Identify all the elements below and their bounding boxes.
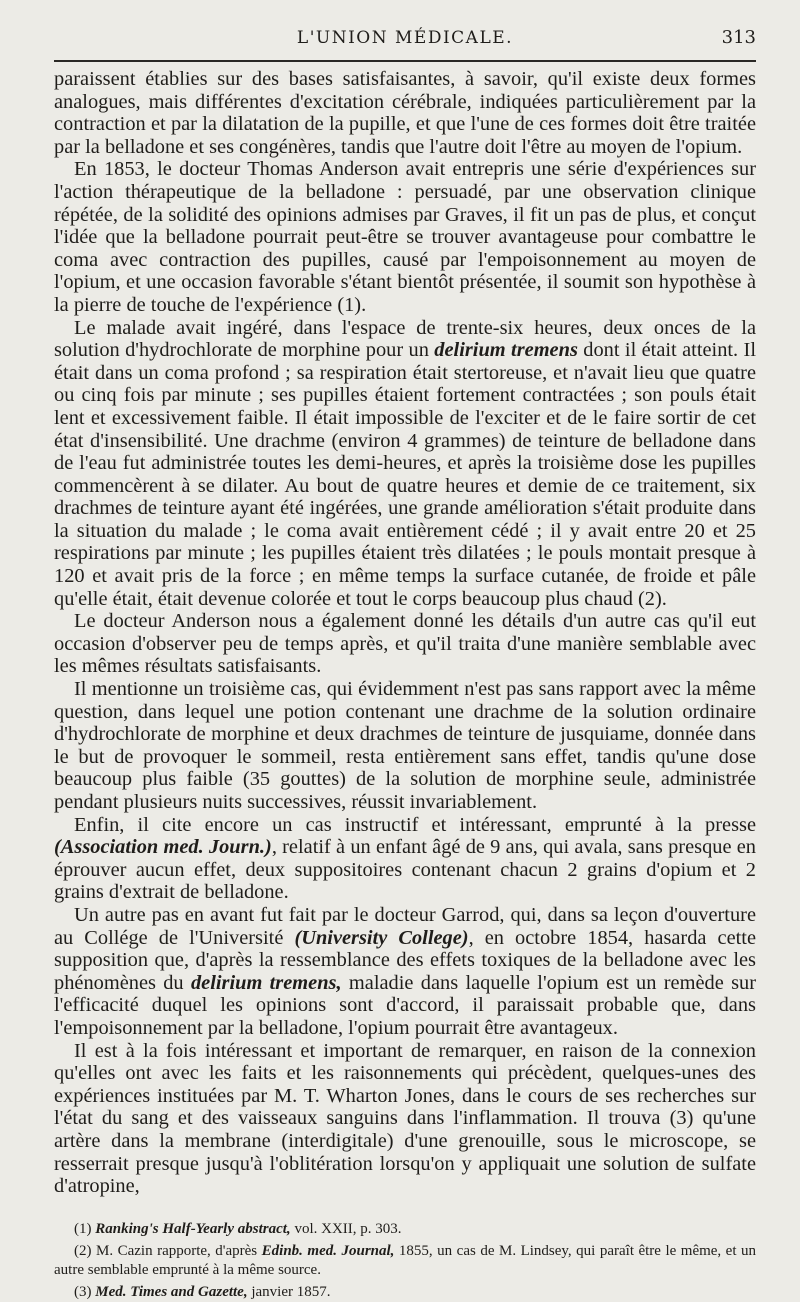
paragraph-text: Le docteur Anderson nous a également donné les détails d'un autre cas qu'il eut occasion d'observer peu de temps après, et qu'il traita d'une manière semblable avec les mêmes résultats satisfaisants. [54, 610, 756, 678]
paragraph-text: Il est à la fois intéressant et important de remarquer, en raison de la connexion qu'elles ont avec les faits et les raisonnements qui précèdent, quelques-unes des expériences instituées par M. T. Wharton Jones, dans le cours de ses recherches sur l'état du sang et des vaisseaux sanguins dans l'inflammation. Il trouva (3) qu'une artère dans la membrane (interdigitale) d'une grenouille, sous le microscope, se resserrait presque jusqu'à l'oblitération lorsqu'on y appliquait une solution de sulfate d'atropine, [54, 1039, 756, 1198]
paragraph-text: , en octobre 1854, hasarda cette supposition que, d'après la ressemblance des effets toxiques de la belladone avec les phénomènes du [54, 926, 756, 994]
paragraph [54, 68, 756, 158]
footnote-text: janvier 1857. [247, 1283, 331, 1300]
italic-term: (Association med. Journ.) [54, 836, 272, 859]
footnote [54, 1220, 756, 1239]
journal-title: L'UNION MÉDICALE. [296, 28, 514, 48]
body-text [54, 68, 756, 1198]
italic-term: delirium tremens [434, 339, 578, 362]
footnote [54, 1242, 756, 1280]
footnote-text: M. Cazin rapporte, d'après [91, 1242, 262, 1259]
paragraph-text: dont il était atteint. Il était dans un coma profond ; sa respiration était stertoreuse, et n'avait lieu que quatre ou cinq fois par minute ; ses pupilles étaient fortement contractées ; son pouls était lent et excessivement faible. Il était impossible de l'exciter et de le faire sortir de cet état d'insensibilité. Une drachme (environ 4 grammes) de teinture de belladone dans de l'eau fut administrée toutes les demi-heures, et après la troisième dose les pupilles commencèrent à se dilater. Au bout de quatre heures et demie de ce traitement, six drachmes de teinture ayant été ingérées, une grande amélioration s'était produite dans la situation du malade ; le coma avait entièrement cédé ; il y avait entre 20 et 25 respirations par minute ; les pupilles étaient très dilatées ; le pouls montait presque à 120 et avait pris de la force ; en même temps la surface cutanée, de froide et pâle qu'elle était, était devenue colorée et tout le corps beaucoup plus chaud (2). [54, 339, 756, 610]
paragraph-text: Le malade avait ingéré, dans l'espace de trente-six heures, deux onces de la solution d'hydrochlorate de morphine pour un [54, 316, 756, 362]
footnote-number: (3) [74, 1283, 92, 1300]
paragraph-text: Enfin, il cite encore un cas instructif et intéressant, emprunté à la presse [74, 813, 756, 836]
paragraph-text: paraissent établies sur des bases satisfaisantes, à savoir, qu'il existe deux formes analogues, mais différentes d'excitation cérébrale, indiquées particulièrement par la contraction et par la dilatation de la pupille, et que l'une de ces formes doit être traitée par la belladone et ses congénères, tandis que l'autre doit l'être au moyen de l'opium. [54, 68, 756, 158]
paragraph-text: Il mentionne un troisième cas, qui évidemment n'est pas sans rapport avec la même question, dans lequel une potion contenant une drachme de la solution ordinaire d'hydrochlorate de morphine et deux drachmes de teinture de jusquiame, donnée dans le but de provoquer le sommeil, resta entièrement sans effet, tandis qu'une dose beaucoup plus faible (35 gouttes) de la solution de morphine seule, administrée pendant plusieurs nuits successives, réussit invariablement. [54, 678, 756, 813]
header-rule [54, 60, 756, 62]
footnote-text: vol. XXII, p. 303. [290, 1220, 402, 1237]
paragraph-text: En 1853, le docteur Thomas Anderson avait entrepris une série d'expériences sur l'action thérapeutique de la belladone : persuadé, par une observation clinique répétée, de la solidité des opinions admises par Graves, il fit un pas de plus, et conçut l'idée que la belladone pourrait peut-être se trouver avantageuse pour combattre le coma avec contraction des pupilles, causé par l'empoisonnement au moyen de l'opium, et une occasion favorable s'étant bientôt présentée, il soumit son hypothèse à la pierre de touche de l'expérience (1). [54, 158, 756, 316]
paragraph [54, 158, 756, 316]
paragraph-text: Un autre pas en avant fut fait par le docteur Garrod, qui, dans sa leçon d'ouverture au Collége de l'Université [54, 903, 756, 949]
footnote [54, 1283, 756, 1302]
paragraph [54, 814, 756, 904]
footnote-source: Ranking's Half-Yearly abstract, [95, 1220, 291, 1237]
italic-term: delirium tremens, [190, 971, 342, 994]
paragraph [54, 317, 756, 611]
footnote-source: Edinb. med. Journal, [261, 1242, 395, 1259]
paragraph [54, 678, 756, 814]
paragraph-text: maladie dans laquelle l'opium est un remède sur l'efficacité duquel les opinions sont d'accord, il paraissait probable que, dans l'empoisonnement par la belladone, l'opium pourrait être avantageux. [54, 971, 756, 1039]
footnote-number: (2) [74, 1242, 92, 1259]
paragraph [54, 610, 756, 678]
running-header [54, 20, 756, 56]
page-number: 313 [721, 27, 756, 48]
footnote-text: 1855, un cas de M. Lindsey, qui paraît être le même, et un autre semblable emprunté à la même source. [54, 1242, 757, 1278]
paragraph-text: , relatif à un enfant âgé de 9 ans, qui avala, sans presque en éprouver aucun effet, deux suppositoires contenant chacun 2 grains d'opium et 2 grains d'extrait de belladone. [54, 836, 756, 904]
footnote-source: Med. Times and Gazette, [95, 1283, 248, 1300]
footnotes [54, 1220, 756, 1302]
footnote-number: (1) [74, 1220, 92, 1237]
paragraph [54, 904, 756, 1040]
paragraph [54, 1040, 756, 1198]
italic-term: (University College) [294, 926, 469, 949]
